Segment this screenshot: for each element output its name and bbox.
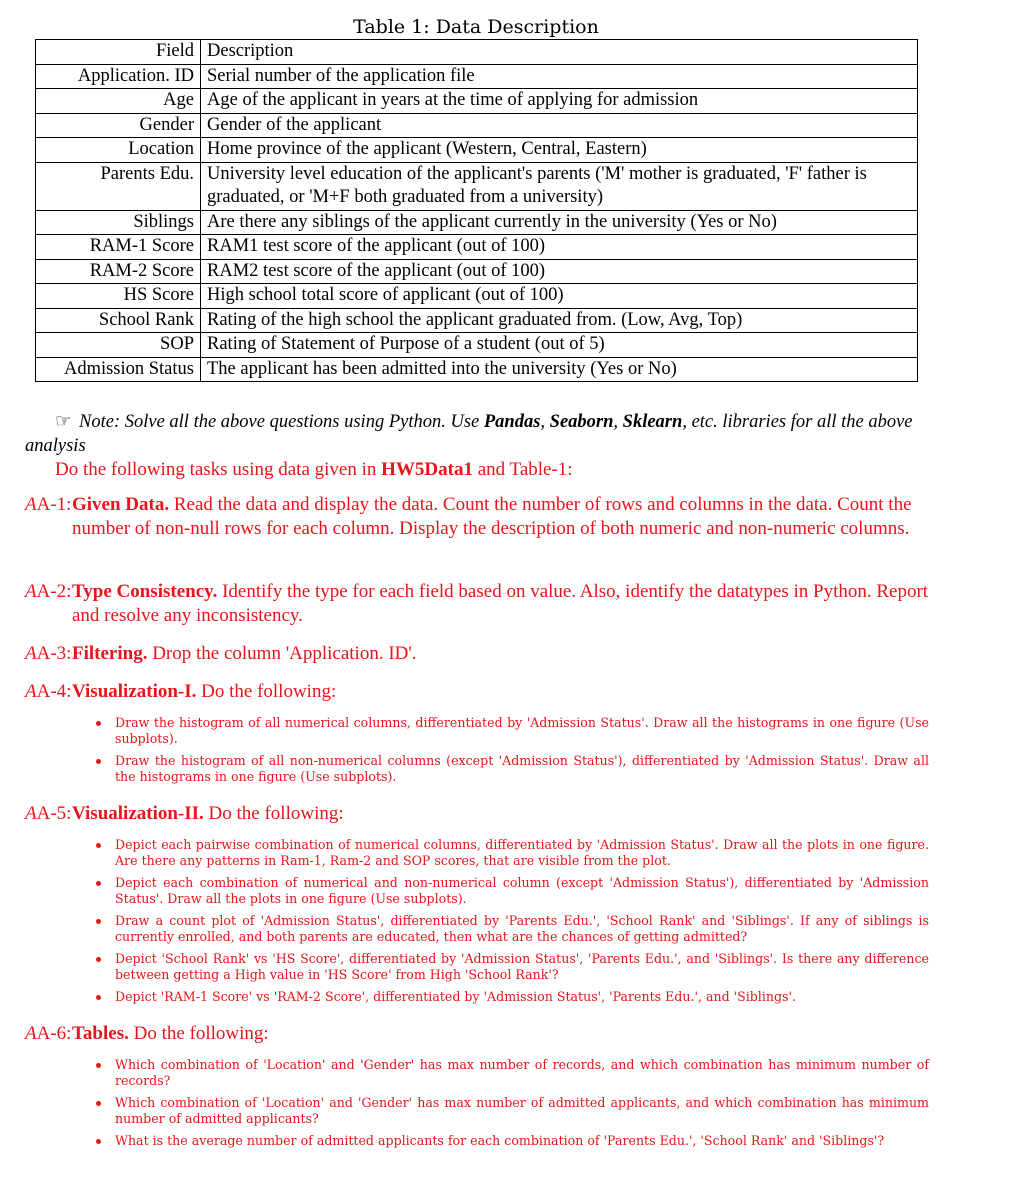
row-description: Home province of the applicant (Western, Central, Eastern)	[201, 138, 918, 163]
table-row	[36, 89, 918, 114]
list-item: Depict 'School Rank' vs 'HS Score', differentiated by 'Admission Status', 'Parents Edu.', and 'Siblings'. Is there any difference between getting a High value in 'HS Score' from High 'School Rank'?	[93, 951, 929, 983]
note-lib-pandas: Pandas	[483, 412, 541, 432]
row-description: The applicant has been admitted into the university (Yes or No)	[201, 357, 918, 382]
task-title: Visualization-I.	[72, 681, 197, 702]
table-row	[36, 308, 918, 333]
row-description: University level education of the applicant's parents ('M' mother is graduated, 'F' father is graduated, or 'M+F both graduated from a university)	[201, 162, 918, 210]
row-field: Siblings	[36, 210, 201, 235]
note-paragraph	[25, 410, 930, 458]
task-a4-list	[93, 715, 929, 791]
task-a3	[25, 642, 930, 666]
row-field: SOP	[36, 333, 201, 358]
row-description: RAM1 test score of the applicant (out of 100)	[201, 235, 918, 260]
task-a6-list	[93, 1057, 929, 1155]
row-description: Are there any siblings of the applicant currently in the university (Yes or No)	[201, 210, 918, 235]
task-text: Do the following:	[128, 1023, 269, 1044]
task-label: AA-6:	[25, 1023, 72, 1044]
task-a4	[25, 680, 930, 704]
task-text: Read the data and display the data. Count the number of rows and columns in the data. Count the number of non-null rows for each column. Display the description of both numeric and non-numeric columns.	[72, 494, 912, 539]
row-field: Parents Edu.	[36, 162, 201, 210]
table-row	[36, 235, 918, 260]
task-intro	[55, 458, 573, 482]
table-row	[36, 333, 918, 358]
task-body	[72, 493, 930, 540]
task-label: AA-2:	[25, 581, 72, 602]
task-a5	[25, 802, 930, 826]
task-title: Given Data.	[72, 494, 170, 515]
table-row	[36, 64, 918, 89]
intro-text: Do the following tasks using data given in	[55, 459, 382, 480]
row-field: Location	[36, 138, 201, 163]
list-item: Which combination of 'Location' and 'Gender' has max number of records, and which combination has minimum number of records?	[93, 1057, 929, 1089]
row-field: Application. ID	[36, 64, 201, 89]
table-row	[36, 113, 918, 138]
row-description: Gender of the applicant	[201, 113, 918, 138]
table-header-row	[36, 40, 918, 65]
intro-text-after: and Table-1:	[472, 459, 573, 480]
table-row	[36, 357, 918, 382]
row-description: RAM2 test score of the applicant (out of 100)	[201, 259, 918, 284]
row-field: RAM-2 Score	[36, 259, 201, 284]
list-item: Draw the histogram of all numerical columns, differentiated by 'Admission Status'. Draw all the histograms in one figure (Use subplots).	[93, 715, 929, 747]
task-label-text: A-4:	[36, 681, 72, 702]
task-a5-list	[93, 837, 929, 1011]
note-text-1: Note: Solve all the above questions using Python. Use	[79, 412, 484, 432]
row-description: Rating of Statement of Purpose of a student (out of 5)	[201, 333, 918, 358]
row-field: Admission Status	[36, 357, 201, 382]
task-label-text: A-3:	[36, 643, 72, 664]
task-title: Visualization-II.	[72, 803, 204, 824]
task-text: Do the following:	[203, 803, 344, 824]
table-caption: Table 1: Data Description	[353, 16, 599, 38]
row-field: HS Score	[36, 284, 201, 309]
table-row	[36, 162, 918, 210]
row-field: RAM-1 Score	[36, 235, 201, 260]
task-label: AA-1:	[25, 494, 72, 515]
task-label-text: A-5:	[36, 803, 72, 824]
note-text-2: , etc. libraries for all the above analysis	[25, 412, 913, 456]
row-description: High school total score of applicant (out of 100)	[201, 284, 918, 309]
note-lib-seaborn: Seaborn	[549, 412, 614, 432]
task-label: AA-4:	[25, 681, 72, 702]
list-item: Depict each combination of numerical and non-numerical column (except 'Admission Status'), differentiated by 'Admission Status'. Draw all the plots in one figure (Use subplots).	[93, 875, 929, 907]
row-field: Age	[36, 89, 201, 114]
task-a1	[25, 493, 930, 540]
header-description: Description	[201, 40, 918, 65]
task-body	[72, 802, 930, 826]
task-title: Type Consistency.	[72, 581, 218, 602]
list-item: Draw the histogram of all non-numerical columns (except 'Admission Status'), differentiated by 'Admission Status'. Draw all the histograms in one figure (Use subplots).	[93, 753, 929, 785]
task-text: Drop the column 'Application. ID'.	[147, 643, 417, 664]
row-field: School Rank	[36, 308, 201, 333]
intro-dataset: HW5Data1	[381, 459, 473, 480]
list-item: Depict each pairwise combination of numerical columns, differentiated by 'Admission Status'. Draw all the plots in one figure. Are there any patterns in Ram-1, Ram-2 and SOP scores, that are visible from the plot.	[93, 837, 929, 869]
row-field: Gender	[36, 113, 201, 138]
table-row	[36, 138, 918, 163]
note-sep: ,	[540, 412, 550, 432]
row-description: Serial number of the application file	[201, 64, 918, 89]
task-text: Identify the type for each field based on value. Also, identify the datatypes in Python. Report and resolve any inconsistency.	[72, 581, 929, 626]
task-body	[72, 580, 930, 627]
task-body	[72, 1022, 930, 1046]
task-a6	[25, 1022, 930, 1046]
list-item: What is the average number of admitted applicants for each combination of 'Parents Edu.', 'School Rank' and 'Siblings'?	[93, 1133, 929, 1149]
table-row	[36, 210, 918, 235]
task-label-text: A-6:	[36, 1023, 72, 1044]
note-lib-sklearn: Sklearn	[622, 412, 683, 432]
task-label: AA-5:	[25, 803, 72, 824]
list-item: Which combination of 'Location' and 'Gender' has max number of admitted applicants, and which combination has minimum number of admitted applicants?	[93, 1095, 929, 1127]
task-label-text: A-2:	[36, 581, 72, 602]
list-item: Draw a count plot of 'Admission Status', differentiated by 'Parents Edu.', 'School Rank' and 'Siblings'. If any of siblings is currently enrolled, and both parents are educated, then what are the chances of getting admitted?	[93, 913, 929, 945]
row-description: Rating of the high school the applicant graduated from. (Low, Avg, Top)	[201, 308, 918, 333]
task-a2	[25, 580, 930, 627]
data-description-table	[35, 39, 918, 382]
note-sep: ,	[613, 412, 623, 432]
table-row	[36, 284, 918, 309]
task-body	[72, 642, 930, 666]
task-title: Tables.	[72, 1023, 129, 1044]
task-text: Do the following:	[196, 681, 337, 702]
list-item: Depict 'RAM-1 Score' vs 'RAM-2 Score', differentiated by 'Admission Status', 'Parents Edu.', and 'Siblings'.	[93, 989, 929, 1005]
task-label: AA-3:	[25, 643, 72, 664]
task-label-text: A-1:	[36, 494, 72, 515]
pointing-hand-icon: ☞	[55, 412, 72, 432]
table-row	[36, 259, 918, 284]
task-body	[72, 680, 930, 704]
row-description: Age of the applicant in years at the time of applying for admission	[201, 89, 918, 114]
task-title: Filtering.	[72, 643, 148, 664]
header-field: Field	[36, 40, 201, 65]
